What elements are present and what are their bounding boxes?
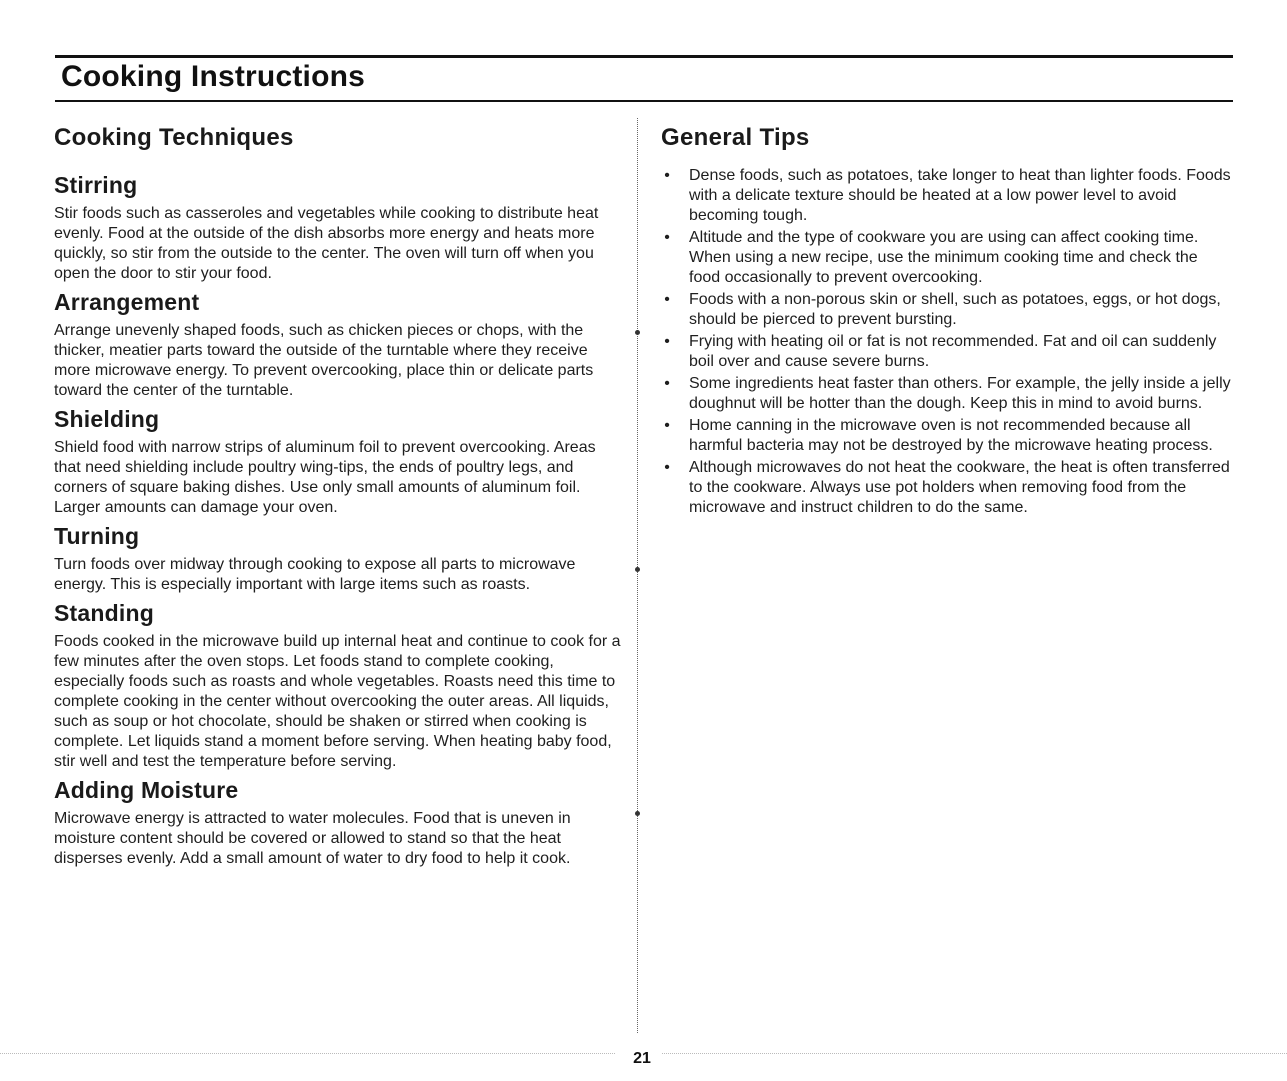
tip-text: Home canning in the microwave oven is not recommended because all harmful bacteria may not be destroyed by the microwave heating process.	[689, 417, 1213, 454]
tips-list	[661, 166, 1233, 518]
list-item	[661, 290, 1233, 330]
stirring-text: Stir foods such as casseroles and vegetables while cooking to distribute heat evenly. Food at the outside of the dish absorbs more energy and heats more quickly, so stir from the outside to the center. The oven will turn off when you open the door to stir your food.	[54, 205, 599, 282]
list-item	[661, 166, 1233, 226]
cooking-techniques-column	[54, 124, 626, 874]
tip-text: Some ingredients heat faster than others. For example, the jelly inside a jelly doughnut will be hotter than the dough. Keep this in mind to avoid burns.	[689, 375, 1231, 412]
tip-text: Foods with a non-porous skin or shell, such as potatoes, eggs, or hot dogs, should be pierced to prevent bursting.	[689, 291, 1221, 328]
bullet-icon: •	[664, 229, 670, 246]
tip-text: Dense foods, such as potatoes, take longer to heat than lighter foods. Foods with a delicate texture should be heated at a low power level to avoid becoming tough.	[689, 167, 1231, 224]
bullet-icon: •	[664, 333, 670, 350]
shielding-heading: Shielding	[54, 406, 160, 432]
binding-hole-mark	[635, 330, 640, 335]
binding-hole-mark	[635, 567, 640, 572]
standing-text: Foods cooked in the microwave build up internal heat and continue to cook for a few minutes after the oven stops. Let foods stand to complete cooking, especially foods such as roasts and whole vegetables. Roasts need this time to complete cooking in the center without overcooking the outer areas. All liquids, such as soup or hot chocolate, should be shaken or stirred when cooking is complete. Let liquids stand a moment before serving. When heating baby food, stir well and test the temperature before serving.	[54, 633, 621, 770]
adding-moisture-heading: Adding Moisture	[54, 777, 239, 803]
adding-moisture-text: Microwave energy is attracted to water molecules. Food that is uneven in moisture content should be covered or allowed to stand so that the heat disperses evenly. Add a small amount of water to dry food to help it cook.	[54, 810, 571, 867]
cooking-techniques-heading: Cooking Techniques	[54, 124, 294, 151]
tip-text: Altitude and the type of cookware you are using can affect cooking time. When using a new recipe, use the minimum cooking time and check the food occasionally to prevent overcooking.	[689, 229, 1199, 286]
tip-text: Frying with heating oil or fat is not recommended. Fat and oil can suddenly boil over and cause severe burns.	[689, 333, 1217, 370]
binding-hole-mark	[635, 811, 640, 816]
shielding-text: Shield food with narrow strips of aluminum foil to prevent overcooking. Areas that need shielding include poultry wing-tips, the ends of poultry legs, and corners of square baking dishes. Use only small amounts of aluminum foil. Larger amounts can damage your oven.	[54, 439, 596, 516]
page-number: 21	[633, 1050, 651, 1067]
list-item	[661, 458, 1233, 518]
tip-text: Although microwaves do not heat the cookware, the heat is often transferred to the cookware. Always use pot holders when removing food from the microwave and instruct children to do the same.	[689, 459, 1230, 516]
stirring-heading: Stirring	[54, 172, 138, 198]
bullet-icon: •	[664, 167, 670, 184]
turning-text: Turn foods over midway through cooking to expose all parts to microwave energy. This is especially important with large items such as roasts.	[54, 556, 576, 593]
bullet-icon: •	[664, 375, 670, 392]
footer-rule-right	[662, 1053, 1287, 1054]
bullet-icon: •	[664, 417, 670, 434]
footer-rule-left	[0, 1053, 615, 1054]
page-title: Cooking Instructions	[61, 60, 365, 93]
arrangement-text: Arrange unevenly shaped foods, such as chicken pieces or chops, with the thicker, meatier parts toward the outside of the turntable where they receive more microwave energy. To prevent overcooking, place thin or delicate parts toward the center of the turntable.	[54, 322, 594, 399]
list-item	[661, 332, 1233, 372]
general-tips-heading: General Tips	[661, 124, 810, 151]
column-divider	[637, 118, 638, 1033]
bullet-icon: •	[664, 459, 670, 476]
general-tips-column	[661, 124, 1233, 520]
arrangement-heading: Arrangement	[54, 289, 200, 315]
page-header	[55, 55, 1233, 102]
standing-heading: Standing	[54, 600, 154, 626]
list-item	[661, 228, 1233, 288]
list-item	[661, 416, 1233, 456]
bullet-icon: •	[664, 291, 670, 308]
list-item	[661, 374, 1233, 414]
turning-heading: Turning	[54, 523, 140, 549]
